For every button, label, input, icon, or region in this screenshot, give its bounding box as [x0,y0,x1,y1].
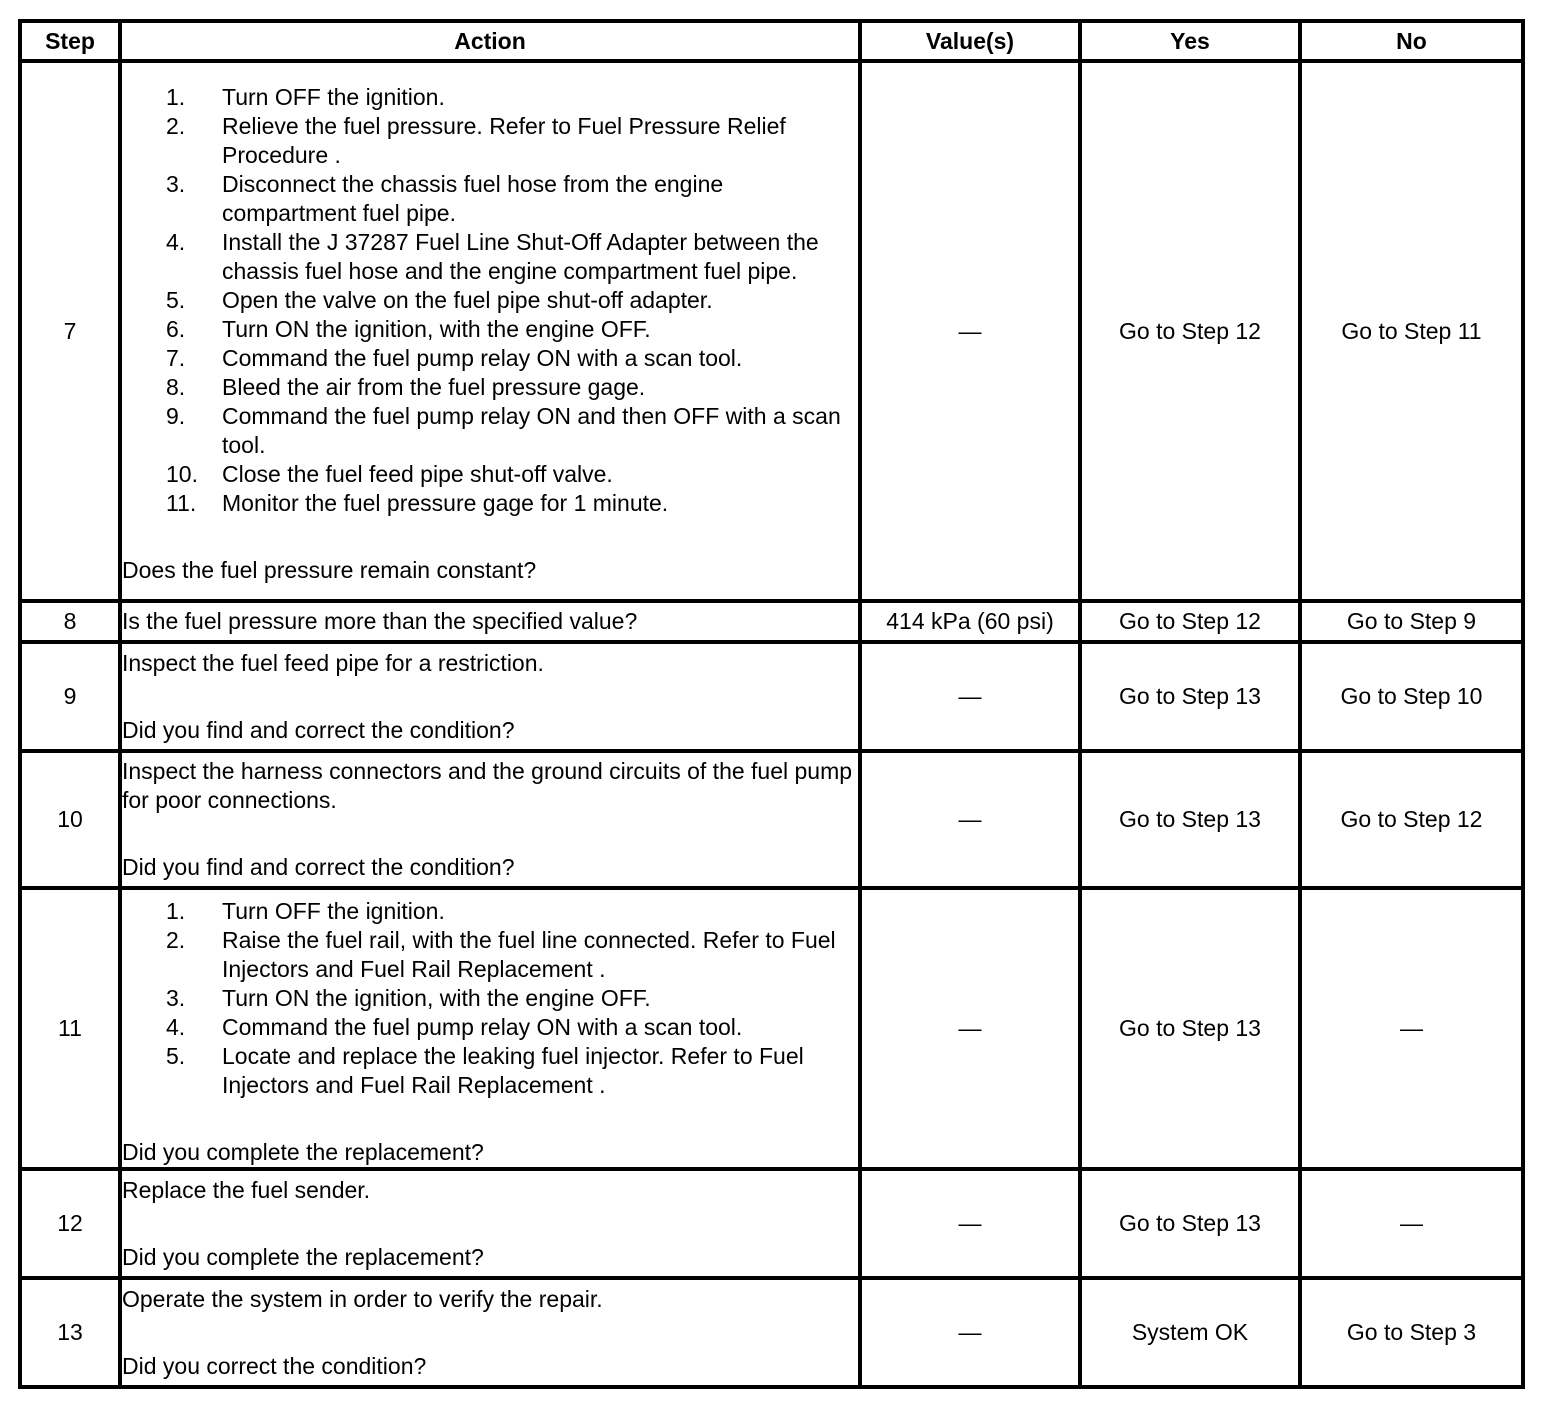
list-item: 1. Turn OFF the ignition. [166,84,445,110]
step-number: 13 [20,1278,120,1387]
step-number: 10 [20,751,120,888]
header-row [20,21,1523,61]
step-number: 9 [20,642,120,751]
table-row-step-11 [20,888,1523,1169]
list-item: 1. Turn OFF the ignition. [166,897,445,924]
list-item: 4. Command the fuel pump relay ON with a scan tool. [166,1013,743,1040]
procedure-list [122,897,858,1100]
list-item: 3. Turn ON the ignition, with the engine OFF. [166,984,651,1011]
step-number: 11 [20,888,120,1169]
list-item: 8. Bleed the air from the fuel pressure gage. [166,374,646,400]
yes-cell: Go to Step 13 [1080,1169,1300,1278]
header-action: Action [120,21,860,61]
diagnostic-table [18,19,1525,1389]
header-step: Step [20,21,120,61]
question-text: Did you complete the replacement? [122,1138,484,1165]
yes-cell: Go to Step 13 [1080,888,1300,1169]
action-cell [120,751,860,888]
yes-cell: Go to Step 12 [1080,61,1300,601]
instruction-text: Operate the system in order to verify the repair. [122,1285,603,1312]
value-cell: — [860,888,1080,1169]
no-cell: — [1300,888,1523,1169]
value-cell: — [860,1169,1080,1278]
step-number: 12 [20,1169,120,1278]
question-text: Did you complete the replacement? [122,1243,484,1270]
table-row-step-9 [20,642,1523,751]
list-item: 10. Close the fuel feed pipe shut-off valve. [166,461,613,487]
question-text: Did you correct the condition? [122,1352,427,1379]
list-item: 3. Disconnect the chassis fuel hose from the engine compartment fuel pipe. [166,171,724,226]
value-cell: — [860,61,1080,601]
action-cell [120,888,860,1169]
instruction-text: Inspect the harness connectors and the ground circuits of the fuel pump for poor connections. [122,758,853,813]
header-yes: Yes [1080,21,1300,61]
list-item: 6. Turn ON the ignition, with the engine OFF. [166,316,651,342]
value-cell: 414 kPa (60 psi) [860,601,1080,642]
no-cell: Go to Step 3 [1300,1278,1523,1387]
value-cell: — [860,751,1080,888]
list-item: 11. Monitor the fuel pressure gage for 1 minute. [166,490,669,516]
question-text: Did you find and correct the condition? [122,716,515,743]
list-item: 2. Raise the fuel rail, with the fuel line connected. Refer to Fuel Injectors and Fuel Rail Replacement . [166,926,836,982]
action-cell: Is the fuel pressure more than the specified value? [120,601,860,642]
list-item: 4. Install the J 37287 Fuel Line Shut-Off Adapter between the chassis fuel hose and the engine compartment fuel pipe. [166,229,819,284]
action-cell [120,1278,860,1387]
action-cell [120,61,860,601]
no-cell: Go to Step 10 [1300,642,1523,751]
procedure-list [122,83,858,518]
table-row-step-10 [20,751,1523,888]
list-item: 5. Locate and replace the leaking fuel injector. Refer to Fuel Injectors and Fuel Rail Replacement . [166,1042,804,1098]
list-item: 7. Command the fuel pump relay ON with a scan tool. [166,345,743,371]
value-cell: — [860,1278,1080,1387]
no-cell: Go to Step 12 [1300,751,1523,888]
instruction-text: Inspect the fuel feed pipe for a restriction. [122,649,544,676]
yes-cell: Go to Step 12 [1080,601,1300,642]
step-number: 7 [20,61,120,601]
yes-cell: Go to Step 13 [1080,642,1300,751]
action-cell [120,642,860,751]
no-cell: Go to Step 11 [1300,61,1523,601]
table-row-step-12 [20,1169,1523,1278]
no-cell: Go to Step 9 [1300,601,1523,642]
table-row-step-7 [20,61,1523,601]
action-cell [120,1169,860,1278]
yes-cell: System OK [1080,1278,1300,1387]
instruction-text: Replace the fuel sender. [122,1176,371,1203]
list-item: 2. Relieve the fuel pressure. Refer to Fuel Pressure Relief Procedure . [166,113,786,168]
table-row-step-8 [20,601,1523,642]
question-text: Does the fuel pressure remain constant? [122,557,537,583]
question-text: Did you find and correct the condition? [122,854,515,880]
header-no: No [1300,21,1523,61]
table-row-step-13 [20,1278,1523,1387]
value-cell: — [860,642,1080,751]
no-cell: — [1300,1169,1523,1278]
list-item: 9. Command the fuel pump relay ON and then OFF with a scan tool. [166,403,841,458]
list-item: 5. Open the valve on the fuel pipe shut-off adapter. [166,287,713,313]
step-number: 8 [20,601,120,642]
yes-cell: Go to Step 13 [1080,751,1300,888]
header-values: Value(s) [860,21,1080,61]
